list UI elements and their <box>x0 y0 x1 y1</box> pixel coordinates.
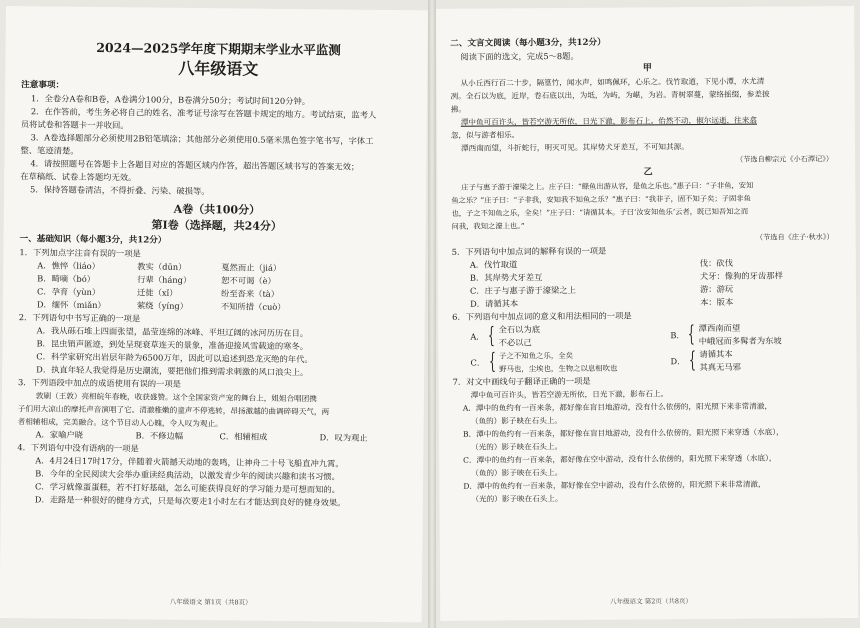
q6-option-d: D． { 请循其本 其真无马邪 <box>670 348 742 374</box>
notice-line: 整、笔迹清楚。 <box>20 145 79 156</box>
part-1-heading: 第Ⅰ卷（选择题，共24分） <box>151 218 282 233</box>
q5-sentence: C．庄子与惠子游于濠梁之上 <box>469 284 576 296</box>
q5-stem: 5．下列语句中加点词的解释有误的一项是 <box>451 245 607 257</box>
q1-option: 行辈（háng） <box>137 274 192 285</box>
q6-d-line: 请循其本 <box>699 348 733 360</box>
q7-stem: 7．对文中画线句子翻译正确的一项是 <box>452 375 591 387</box>
notice-header: 注意事项： <box>21 80 65 91</box>
q1-option: C．孕育（yùn） <box>36 286 101 298</box>
q6-options-ab <box>452 321 846 350</box>
q7-quote: 潭中鱼可百许头，皆若空游无所依，日光下澈，影布石上。 <box>470 389 669 400</box>
q6-stem: 6．下列语句中加点词的意义和用法相同的一项是 <box>452 310 632 322</box>
passage-jia-line: 忽，似与游者相乐。 <box>450 130 520 140</box>
passage-jia-underlined-line: 潭中鱼可百许头，皆若空游无所依，日光下澈，影布石上。佁然不动，俶尔远逝，往来翕 <box>460 115 757 127</box>
q5-gloss: 游：游玩 <box>699 283 734 295</box>
page-footer: 八年级语文 第2页（共8页） <box>610 597 693 606</box>
passage-yi-source: （节选自《庄子·秋水》） <box>755 232 834 242</box>
book-gutter <box>428 0 436 628</box>
q1-option: 不知所措（cuò） <box>220 301 286 312</box>
notice-line: 4．请按照题号在答题卡上各题目对应的答题区域内作答，超出答题区域书写的答案无效； <box>30 158 360 172</box>
notice-line: 1．全卷分A卷和B卷，A卷满分100分，B卷满分50分；考试时间120分钟。 <box>30 93 311 107</box>
q5-sentence: D．请循其本 <box>470 298 519 309</box>
q4-option: B．今年的全民阅读大会举办重读经典活动，以激发青少年的阅读兴趣和读书习惯。 <box>35 468 340 482</box>
passage-jia-line: 冽。全石以为底，近岸，卷石底以出，为坻，为屿，为嵁，为岩。青树翠蔓，蒙络摇缀，参差披 <box>450 89 770 101</box>
q5-sentence: A．伐竹取道 <box>469 259 518 270</box>
q4-option: C．学习就像蛋蛋糕，若不打好基础，怎么可能获得良好的学习能力是可想而知的。 <box>34 481 341 495</box>
notice-line: 2．在作答前，考生务必将自己的姓名、准考证号涂写在答题卡规定的地方。考试结束，监考人 <box>30 106 377 120</box>
q3-option: A．家喻户晓 <box>35 429 84 440</box>
q5-gloss: 伐：砍伐 <box>699 257 734 269</box>
passage-jia-label: 甲 <box>642 63 652 74</box>
q6-option-b: B． { 潭西南而望 中峨冠而多髯者为东坡 <box>670 322 782 348</box>
volume-a-heading: A卷（共100分） <box>173 202 261 217</box>
q7-option: C．潭中的鱼约有一百来条，都好像在空中游动，没有什么依傍的，阳光照下来穿透（水底）， <box>463 453 777 465</box>
passage-yi-line: 鱼之乐？”庄子曰：“子非我，安知我不知鱼之乐？”惠子曰：“我非子，固不知子矣；子固非鱼 <box>451 193 751 205</box>
right-page <box>436 6 858 621</box>
notice-line: 5．保持答题卷清洁，不得折叠、污染、破损等。 <box>30 184 210 197</box>
q1-option: 戛然而止（jiá） <box>221 262 282 273</box>
notice-line: 员将试卷和答题卡一并收回。 <box>20 119 129 131</box>
q2-option: B．昆虫销声匿迹，到处呈现衰草连天的景象，准备迎接风雪载途的寒冬。 <box>36 338 309 352</box>
q5-sentence: B．其岸势犬牙差互 <box>469 272 543 283</box>
passage-yi-line: 问我，我知之濠上也。” <box>451 221 525 231</box>
q1-option: A．憔悴（liáo） <box>37 260 101 271</box>
q3-option: D．叹为观止 <box>319 432 368 443</box>
q1-option: B．畸嘀（bó） <box>37 273 96 284</box>
q6-option-a: A． { 全石以为底 不必以己 <box>470 323 541 349</box>
q6-option-c: C． { 子之不知鱼之乐，全矣 野马也，尘埃也，生物之以息相吹也 <box>470 349 618 375</box>
exam-subject: 八年级语文 <box>178 58 259 79</box>
q3-passage-line: 敦刷（王敦）亮相皖年春晚，收获盛赞。这个全国家资产宠的舞台上，姐姐合唱团携 <box>35 391 317 404</box>
q1-stem: 1．下列加点字注音有误的一项是 <box>19 247 141 259</box>
q7-option: D．潭中的鱼约有一百来条，都好像在空中游动，没有什么依傍的，阳光照下来非常清澈， <box>463 479 766 491</box>
exam-title: 2024—2025学年度下期期末学业水平监测 <box>96 39 341 58</box>
q3-stem: 3．下列语段中加点的成语使用有误的一项是 <box>18 377 182 389</box>
q5-gloss: 本：版本 <box>700 296 734 308</box>
q7-option: （鱼的）影子映在石头上。 <box>471 468 563 478</box>
q7-option: B．潭中的鱼约有一百来条，都好像在盲目地游动，没有什么依傍的，阳光照下来穿透（水底）， <box>462 427 784 439</box>
q4-stem: 4．下列语句中没有语病的一项是 <box>17 442 139 454</box>
q6-options-cd <box>452 347 846 376</box>
q1-option: 教实（dūn） <box>137 261 187 272</box>
passage-yi-label: 乙 <box>643 167 653 178</box>
passage-jia-line: 潭西南而望，斗折蛇行，明灭可见。其岸势犬牙差互，不可知其源。 <box>460 142 689 153</box>
q6-c-line: 野马也，尘埃也，生物之以息相吹也 <box>499 363 618 374</box>
section-1-heading: 一、基础知识（每小题3分，共12分） <box>19 234 167 246</box>
q7-option: A．潭中的鱼约有一百来条，都好像在盲目地游动，没有什么依傍的，阳光照下来非常清澈， <box>462 401 773 413</box>
q5-gloss: 犬牙：像狗的牙齿那样 <box>699 270 783 282</box>
q2-option: C．科学家研究出岩层年龄为6500万年，因此可以追述到恐龙灭绝的年代。 <box>36 351 313 365</box>
q6-c-line: 子之不知鱼之乐，全矣 <box>499 350 574 361</box>
page-footer: 八年级语文 第1页（共8页） <box>169 597 252 607</box>
q6-d-line: 其真无马邪 <box>699 361 742 373</box>
passage-jia-source: （节选自柳宗元《小石潭记》） <box>736 154 834 164</box>
passage-jia-line: 从小丘西行百二十步，隔篁竹，闻水声，如鸣佩环，心乐之。伐竹取道，下见小潭，水尤清 <box>460 76 765 88</box>
q4-option: A．4月24日17时17分，伴随着火箭撼天动地的轰鸣，让神舟二十号飞船直冲九霄。 <box>35 455 344 469</box>
q7-option: （光的）影子映在石头上。 <box>471 494 563 504</box>
q1-option: D．缅怀（miǎn） <box>36 299 106 311</box>
section-2-heading: 二、文言文阅读（每小题3分，共12分） <box>450 37 606 49</box>
q7-option: （光的）影子映在石头上。 <box>471 442 563 452</box>
q3-passage-line: 者相辅相成，完美融合。这个节目动人心魄，令人叹为观止。 <box>17 417 223 429</box>
q6-b-line: 中峨冠而多髯者为东坡 <box>698 335 782 347</box>
q1-option: 恕不可谒（è） <box>221 275 276 286</box>
q2-stem: 2．下列语句中书写正确的一项是 <box>18 312 141 324</box>
q6-a-line: 全石以为底 <box>498 324 541 335</box>
q1-option: 迁徙（xǐ） <box>136 287 178 298</box>
q6-a-line: 不必以己 <box>498 337 532 348</box>
reading-instruction: 阅读下面的选文，完成5～8题。 <box>460 50 579 62</box>
notice-line: 3．A卷选择题部分必须使用2B铅笔填涂；其他部分必须使用0.5毫米黑色签字笔书写，字体工 <box>30 132 374 146</box>
q1-option: 萦绕（yíng） <box>136 300 189 311</box>
q2-option: A．我从砾石堆上四面张望，晶莹连绵的冰峰、平坦辽阔的冰河历历在目。 <box>36 325 309 339</box>
q3-passage-line: 子们用大凉山的摩托声音演唱了它。清澈稚嫩的童声不停逃转，昂扬激越的曲调碎碍天气，两 <box>17 404 330 417</box>
notice-line: 在草稿纸、试卷上答题均无效。 <box>20 171 137 183</box>
q3-option: B．不修边幅 <box>135 430 184 441</box>
passage-yi-line: 庄子与惠子游于濠梁之上。庄子曰：“鲦鱼出游从容，是鱼之乐也。”惠子曰：“子非鱼，安知 <box>461 180 754 192</box>
q2-option: D．执直年轻人我觉得是历史潮流，要把他们推到需求刺激的风口浪尖上。 <box>36 364 309 378</box>
q3-option: C．相辅相成 <box>219 431 268 442</box>
left-page <box>0 6 428 622</box>
passage-jia-line: 拂。 <box>450 104 466 114</box>
passage-yi-line: 也，子之不知鱼之乐，全矣！”庄子曰：“请循其本。子曰‘汝安知鱼乐’云者，既已知吾知之而 <box>451 206 749 218</box>
q1-option: 纷至沓来（tà） <box>220 288 280 299</box>
q7-option: （鱼的）影子映在石头上。 <box>470 416 563 426</box>
q6-b-line: 潭西南而望 <box>698 322 741 334</box>
q5-row <box>452 295 846 311</box>
q4-option: D．走路是一种很好的健身方式，只是每次要走1小时左右才能达到良好的健身效果。 <box>34 494 346 508</box>
